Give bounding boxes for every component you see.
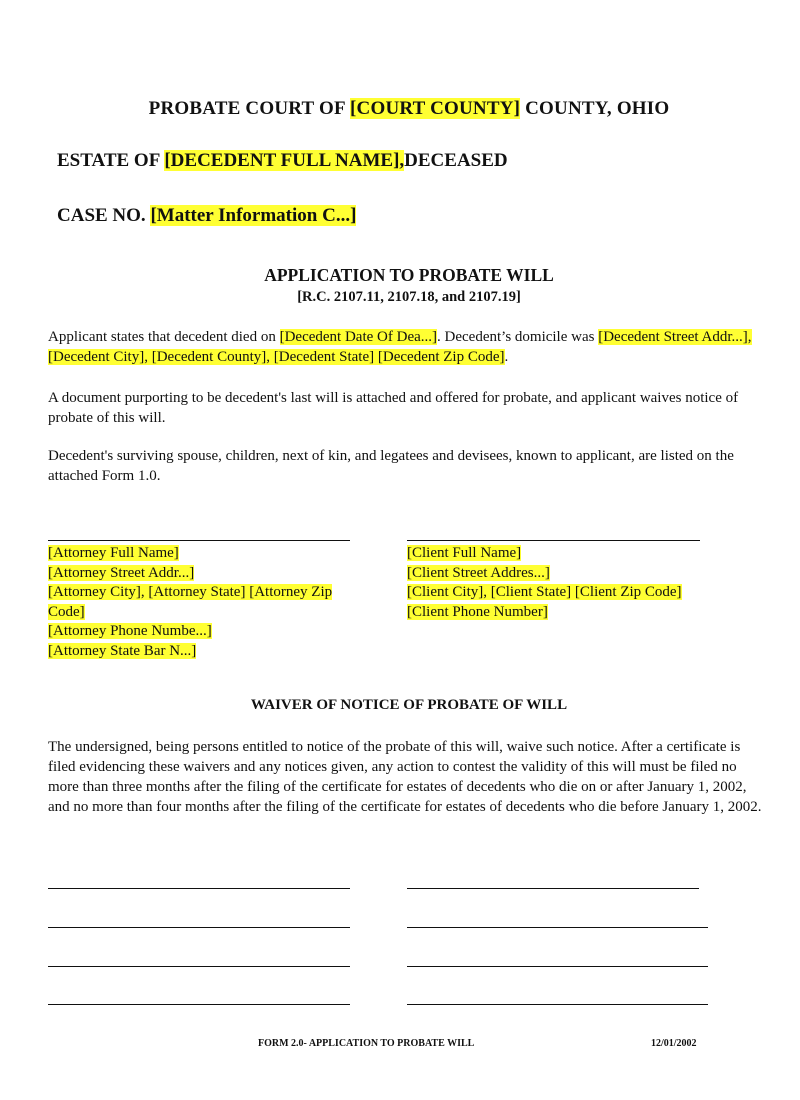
attorney-signature-line[interactable] — [48, 540, 350, 541]
waiver-signature-line[interactable] — [48, 1004, 350, 1005]
application-title: APPLICATION TO PROBATE WILL — [264, 265, 554, 285]
sep: , — [140, 584, 149, 600]
attorney-zip-field[interactable]: [Attorney Zip Code] — [48, 584, 333, 620]
p1-end: . — [504, 349, 509, 365]
court-suffix: COUNTY, OHIO — [520, 98, 670, 119]
waiver-signature-line[interactable] — [48, 888, 350, 889]
case-prefix: CASE NO. — [57, 205, 151, 226]
survivors-paragraph: Decedent's surviving spouse, children, next of kin, and legatees and devisees, known to applicant, are listed on the attached Form 1.0. — [48, 448, 734, 484]
attorney-block — [48, 544, 368, 661]
estate-line — [57, 150, 508, 172]
attorney-street-field[interactable]: [Attorney Street Addr...] — [48, 564, 195, 581]
sep: , — [144, 349, 152, 365]
waiver-signature-line[interactable] — [48, 966, 350, 967]
client-signature-line[interactable] — [407, 540, 700, 541]
estate-prefix: ESTATE OF — [57, 150, 165, 171]
case-number-line — [57, 205, 356, 227]
court-prefix: PROBATE COURT OF — [148, 98, 351, 119]
sep: , — [266, 349, 274, 365]
case-number-field[interactable]: [Matter Information C...] — [150, 205, 357, 226]
waiver-paragraph: The undersigned, being persons entitled to notice of the probate of this will, waive such notice. After a certificate is filed evidencing these waivers and any notices given, any action to contest the validity of this will must be filed no more than three months after the filing of the certificate for estates of decedents who die on or after January 1, 2002, and no more than four months after the filing of the certificate for estates of decedents who die before January 1, 2002. — [48, 739, 762, 815]
client-name-field[interactable]: [Client Full Name] — [407, 545, 522, 561]
attorney-city-field[interactable]: [Attorney City] — [48, 584, 141, 600]
p1-text-a: Applicant states that decedent died on — [48, 329, 280, 345]
waiver-signature-line[interactable] — [48, 927, 350, 928]
p1-text-b: . Decedent’s domicile was — [437, 329, 599, 345]
decedent-county-field[interactable]: [Decedent County] — [151, 349, 267, 365]
decedent-state-field[interactable]: [Decedent State] — [273, 349, 375, 365]
decedent-street-field[interactable]: [Decedent Street Addr...] — [598, 329, 748, 345]
decedent-name-field[interactable]: [DECEDENT FULL NAME], — [164, 150, 405, 171]
client-zip-field[interactable]: [Client Zip Code] — [574, 584, 682, 600]
attorney-name-field[interactable]: [Attorney Full Name] — [48, 545, 179, 561]
waiver-signature-line[interactable] — [407, 966, 708, 967]
death-date-field[interactable]: [Decedent Date Of Dea...] — [279, 329, 438, 345]
sep: , — [747, 329, 752, 345]
waiver-signature-line[interactable] — [407, 888, 699, 889]
waiver-signature-line[interactable] — [407, 927, 708, 928]
client-street-field[interactable]: [Client Street Addres...] — [407, 564, 550, 581]
court-county-field[interactable]: [COURT COUNTY] — [350, 98, 521, 119]
attorney-state-field[interactable]: [Attorney State] — [148, 584, 246, 600]
application-subtitle: [R.C. 2107.11, 2107.18, and 2107.19] — [297, 289, 521, 305]
footer-date: 12/01/2002 — [651, 1038, 697, 1049]
waiver-title: WAIVER OF NOTICE OF PROBATE OF WILL — [250, 697, 568, 713]
estate-suffix: DECEASED — [404, 150, 508, 171]
client-city-field[interactable]: [Client City] — [407, 584, 484, 600]
court-heading — [0, 98, 800, 120]
will-attached-paragraph: A document purporting to be decedent's last will is attached and offered for probate, and applicant waives notice of probate of this will. — [48, 390, 739, 426]
attorney-bar-field[interactable]: [Attorney State Bar N...] — [48, 642, 197, 659]
attorney-phone-field[interactable]: [Attorney Phone Numbe...] — [48, 623, 212, 639]
footer-form-label: FORM 2.0- APPLICATION TO PROBATE WILL — [258, 1038, 475, 1049]
domicile-paragraph — [48, 327, 770, 367]
client-state-field[interactable]: [Client State] — [490, 584, 572, 600]
decedent-zip-field[interactable]: [Decedent Zip Code] — [377, 349, 505, 365]
decedent-city-field[interactable]: [Decedent City] — [48, 349, 145, 365]
client-block — [407, 544, 747, 622]
sep: , — [483, 584, 491, 600]
client-phone-field[interactable]: [Client Phone Number] — [407, 603, 548, 620]
waiver-signature-line[interactable] — [407, 1004, 708, 1005]
